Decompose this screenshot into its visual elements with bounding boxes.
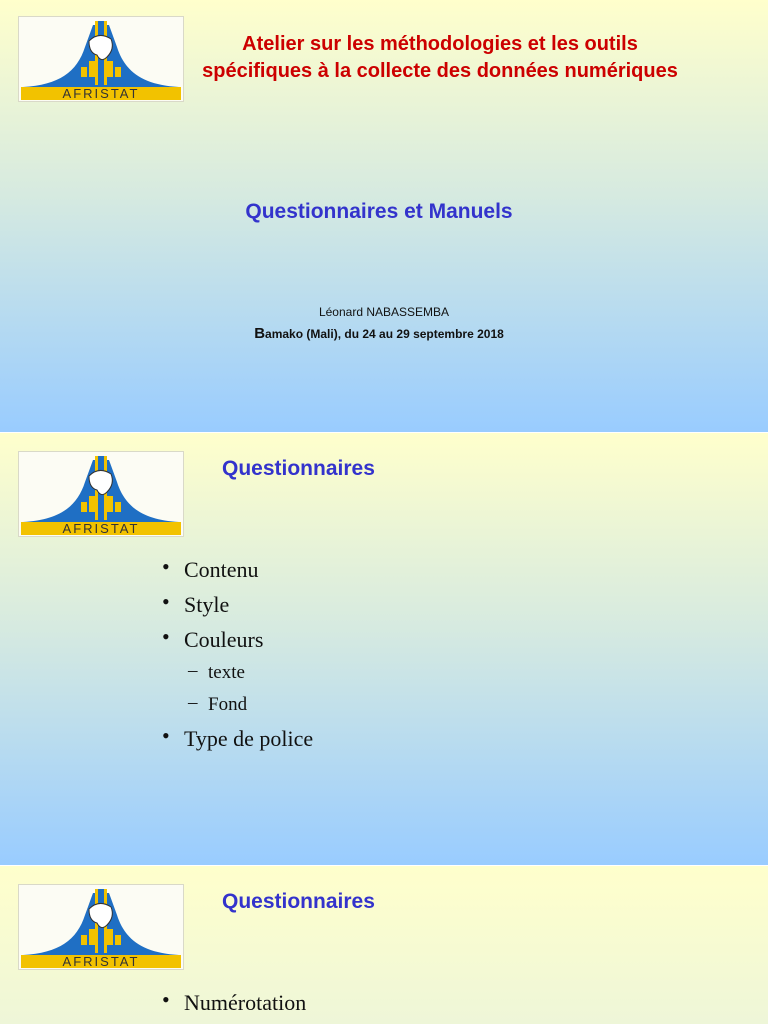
bullet-item: • Couleurs (160, 627, 313, 662)
venue-date (0, 325, 758, 342)
bullet-item: • Type de police (160, 726, 313, 761)
afristat-logo-icon (19, 452, 183, 536)
venue-text: amako (Mali), du 24 au 29 septembre 2018 (265, 327, 504, 341)
sub-bullet-item: – Fond (160, 694, 313, 726)
sub-bullet-item: – texte (160, 662, 313, 694)
svg-text:AFRISTAT: AFRISTAT (62, 521, 140, 536)
venue-initial: B (254, 325, 266, 342)
slide-heading: Questionnaires (222, 890, 375, 913)
afristat-logo-icon (19, 885, 183, 969)
content-slide (0, 433, 768, 865)
content-slide (0, 866, 768, 1024)
slide-heading: Questionnaires (222, 457, 375, 480)
afristat-logo (18, 16, 184, 102)
bullet-list (160, 557, 313, 761)
afristat-logo (18, 884, 184, 970)
bullet-list (160, 990, 306, 1024)
svg-text:AFRISTAT: AFRISTAT (62, 86, 140, 101)
title-slide (0, 0, 768, 432)
bullet-item: • Style (160, 592, 313, 627)
bullet-item: • Numérotation (160, 990, 306, 1024)
presentation-title: Questionnaires et Manuels (245, 200, 513, 223)
svg-text:AFRISTAT: AFRISTAT (62, 954, 140, 969)
afristat-logo (18, 451, 184, 537)
bullet-item: • Contenu (160, 557, 313, 592)
workshop-title: Atelier sur les méthodologies et les outils spécifiques à la collecte des données numériques (202, 33, 678, 82)
author-name: Léonard NABASSEMBA (318, 305, 450, 319)
afristat-logo-icon (19, 17, 183, 101)
